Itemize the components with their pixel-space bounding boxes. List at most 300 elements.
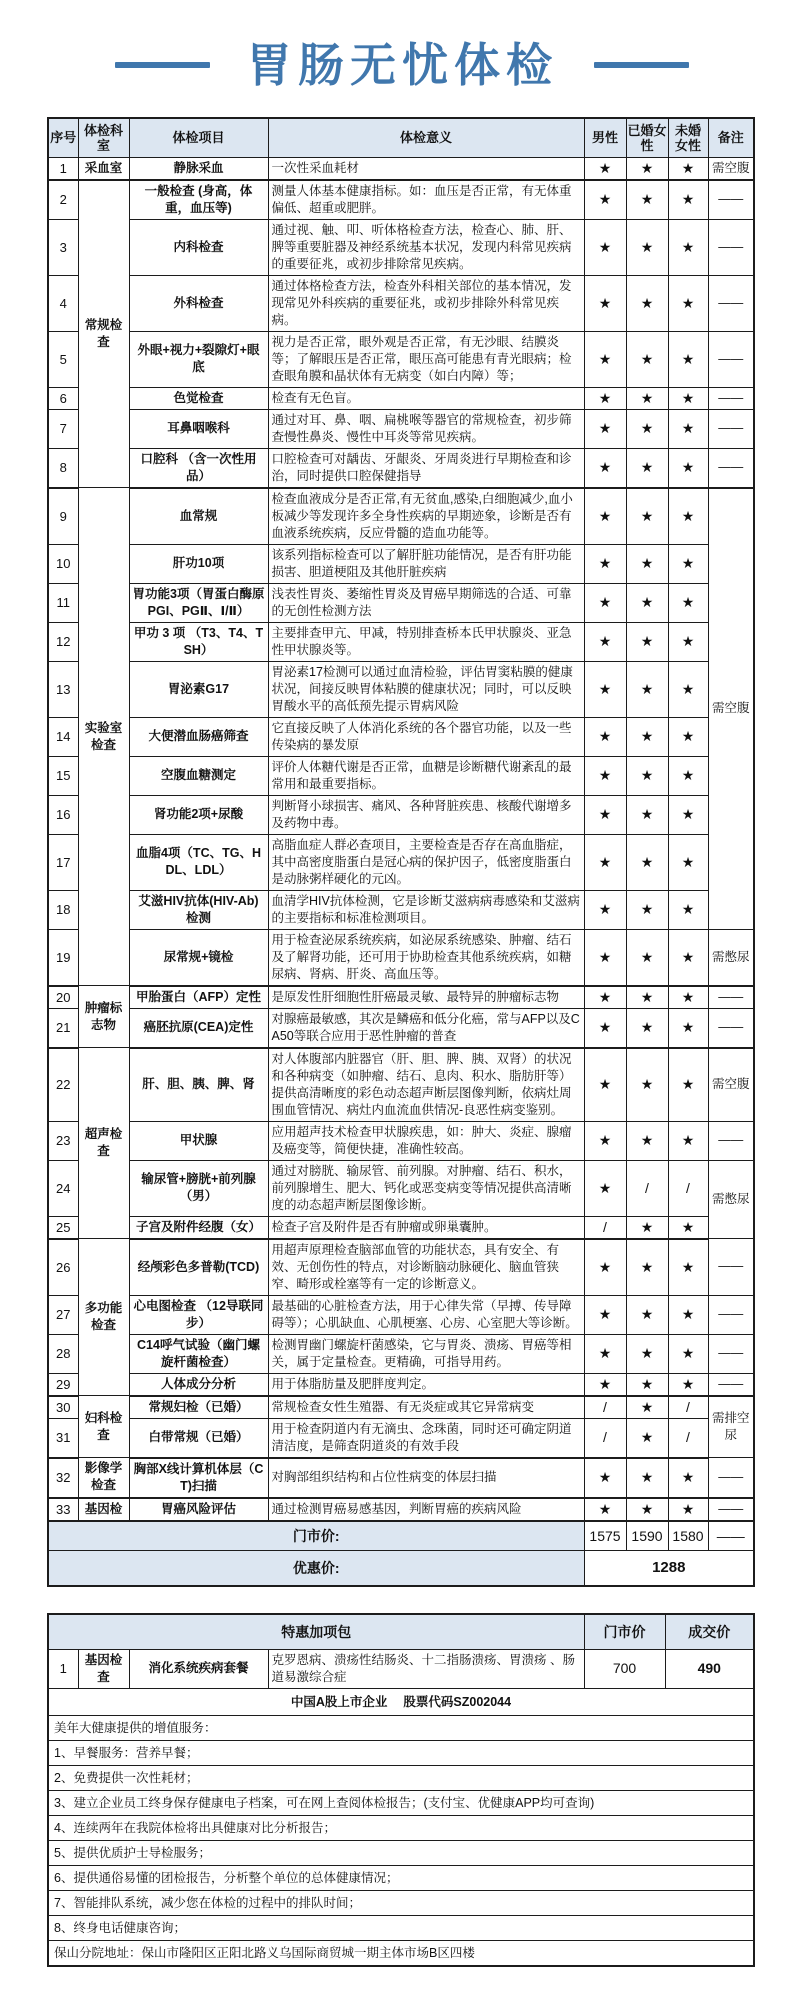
male-mark: ★ xyxy=(584,1458,626,1498)
unmarried-female-mark: ★ xyxy=(668,1048,708,1122)
exam-meaning-cell: 常规检查女性生殖器、有无炎症或其它异常病变 xyxy=(268,1396,584,1419)
unmarried-female-mark: ★ xyxy=(668,1295,708,1334)
male-mark: ★ xyxy=(584,1239,626,1296)
exam-item-cell: 肝、胆、胰、脾、肾 xyxy=(129,1048,268,1122)
married-female-mark: ★ xyxy=(626,544,668,583)
exam-meaning-cell: 主要排查甲亢、甲减，特别排查桥本氏甲状腺炎、亚急性甲状腺炎等。 xyxy=(268,622,584,661)
unmarried-female-mark: ★ xyxy=(668,929,708,986)
married-female-mark: ★ xyxy=(626,1048,668,1122)
exam-row xyxy=(48,1121,754,1160)
exam-item-cell: 一般检查 (身高，体重，血压等) xyxy=(129,180,268,220)
married-female-mark: ★ xyxy=(626,409,668,448)
male-mark: ★ xyxy=(584,583,626,622)
row-number: 12 xyxy=(48,622,78,661)
note-cell: 需憋尿 xyxy=(708,1160,754,1239)
exam-row xyxy=(48,756,754,795)
exam-item-cell: 心电图检查 （12导联同步） xyxy=(129,1295,268,1334)
exam-item-cell: 大便潜血肠癌筛查 xyxy=(129,717,268,756)
row-number: 20 xyxy=(48,986,78,1009)
unmarried-female-mark: ★ xyxy=(668,1216,708,1239)
unmarried-female-mark: ★ xyxy=(668,180,708,220)
exam-meaning-cell: 用于检查阴道内有无滴虫、念珠菌，同时还可确定阴道清洁度，是筛查阴道炎的有效手段 xyxy=(268,1418,584,1458)
row-number: 29 xyxy=(48,1373,78,1396)
male-mark: ★ xyxy=(584,1160,626,1216)
market-price-label: 门市价: xyxy=(48,1521,584,1551)
service-row xyxy=(48,1840,754,1865)
exam-item-cell: 胃泌素G17 xyxy=(129,661,268,717)
unmarried-female-mark: ★ xyxy=(668,1498,708,1521)
male-mark: / xyxy=(584,1418,626,1458)
exam-item-cell: 血脂4项（TC、TG、HDL、LDL） xyxy=(129,834,268,890)
married-female-mark: ★ xyxy=(626,1334,668,1373)
service-row xyxy=(48,1790,754,1815)
male-mark: ★ xyxy=(584,1048,626,1122)
unmarried-female-mark: ★ xyxy=(668,795,708,834)
service-row xyxy=(48,1890,754,1915)
male-mark: ★ xyxy=(584,331,626,387)
row-number: 30 xyxy=(48,1396,78,1419)
column-header: 备注 xyxy=(708,118,754,158)
row-number: 18 xyxy=(48,890,78,929)
unmarried-female-mark: ★ xyxy=(668,834,708,890)
column-header: 男性 xyxy=(584,118,626,158)
services-intro: 美年大健康提供的增值服务： xyxy=(48,1715,754,1740)
exam-meaning-cell: 最基础的心脏检查方法，用于心律失常（早搏、传导障碍等）；心肌缺血、心肌梗塞、心房、心室肥大等诊断。 xyxy=(268,1295,584,1334)
exam-meaning-cell: 对人体腹部内脏器官（肝、胆、脾、胰、双肾）的状况和各种病变（如肿瘤、结石、息肉、积水、脂肪肝等）提供高清晰度的彩色动态超声断层图像判断，依病灶周围血管情况、病灶内血流血供情况-良恶性病变鉴别。 xyxy=(268,1048,584,1122)
exam-meaning-cell: 通过对耳、鼻、咽、扁桃喉等器官的常规检查，初步筛查慢性鼻炎、慢性中耳炎等常见疾病。 xyxy=(268,409,584,448)
unmarried-female-mark: ★ xyxy=(668,275,708,331)
note-cell: 需排空尿 xyxy=(708,1396,754,1458)
exam-meaning-cell: 用超声原理检查脑部血管的功能状态，具有安全、有效、无创伤性的特点，对诊断脑动脉硬化、脑血管狭窄、畸形或栓塞等有一定的诊断意义。 xyxy=(268,1239,584,1296)
married-female-mark: ★ xyxy=(626,622,668,661)
exam-meaning-cell: 血清学HIV抗体检测，它是诊断艾滋病病毒感染和艾滋病的主要指标和标准检测项目。 xyxy=(268,890,584,929)
exam-row xyxy=(48,1396,754,1419)
service-item: 5、提供优质护士导检服务； xyxy=(48,1840,754,1865)
unmarried-female-mark: ★ xyxy=(668,1334,708,1373)
exam-meaning-cell: 胃泌素17检测可以通过血清检验，评估胃窦粘膜的健康状况，间接反映胃体粘膜的健康状况；同时，可以反映胃酸水平的高低预先提示胃病风险 xyxy=(268,661,584,717)
exam-row xyxy=(48,544,754,583)
male-mark: ★ xyxy=(584,180,626,220)
unmarried-female-mark: ★ xyxy=(668,756,708,795)
row-number: 15 xyxy=(48,756,78,795)
exam-row xyxy=(48,1008,754,1048)
married-female-mark: ★ xyxy=(626,986,668,1009)
row-number: 33 xyxy=(48,1498,78,1521)
unmarried-female-mark: ★ xyxy=(668,1239,708,1296)
row-number: 8 xyxy=(48,448,78,488)
exam-item-cell: 经颅彩色多普勒(TCD) xyxy=(129,1239,268,1296)
male-mark: ★ xyxy=(584,986,626,1009)
married-female-mark: ★ xyxy=(626,890,668,929)
exam-item-cell: 外科检查 xyxy=(129,275,268,331)
married-female-mark: ★ xyxy=(626,717,668,756)
note-cell: —— xyxy=(708,219,754,275)
column-header: 未婚女性 xyxy=(668,118,708,158)
exam-row xyxy=(48,1048,754,1122)
addon-market-col-header: 门市价 xyxy=(584,1614,665,1650)
exam-meaning-cell: 口腔检查可对龋齿、牙龈炎、牙周炎进行早期检查和诊治，同时提供口腔保健指导 xyxy=(268,448,584,488)
title-band xyxy=(115,40,689,91)
column-header: 体检科室 xyxy=(78,118,129,158)
exam-row xyxy=(48,622,754,661)
note-cell: —— xyxy=(708,1373,754,1396)
note-cell: —— xyxy=(708,180,754,220)
male-mark: ★ xyxy=(584,890,626,929)
row-number: 32 xyxy=(48,1458,78,1498)
unmarried-female-mark: / xyxy=(668,1396,708,1419)
male-mark: ★ xyxy=(584,544,626,583)
service-row xyxy=(48,1765,754,1790)
married-female-mark: ★ xyxy=(626,756,668,795)
married-female-mark: ★ xyxy=(626,219,668,275)
male-mark: ★ xyxy=(584,795,626,834)
exam-meaning-cell: 是原发性肝细胞性肝癌最灵敏、最特异的肿瘤标志物 xyxy=(268,986,584,1009)
department-cell: 基因检 xyxy=(78,1498,129,1521)
exam-row xyxy=(48,1334,754,1373)
male-mark: ★ xyxy=(584,756,626,795)
row-number: 21 xyxy=(48,1008,78,1048)
married-female-mark: ★ xyxy=(626,1418,668,1458)
married-female-mark: ★ xyxy=(626,1008,668,1048)
market-price-row xyxy=(48,1521,754,1551)
row-number: 23 xyxy=(48,1121,78,1160)
row-number: 24 xyxy=(48,1160,78,1216)
exam-meaning-cell: 评价人体糖代谢是否正常，血糖是诊断糖代谢紊乱的最常用和最重要指标。 xyxy=(268,756,584,795)
exam-item-cell: 艾滋HIV抗体(HIV-Ab)检测 xyxy=(129,890,268,929)
male-mark: / xyxy=(584,1396,626,1419)
column-header: 序号 xyxy=(48,118,78,158)
service-item: 7、智能排队系统，减少您在体检的过程中的排队时间； xyxy=(48,1890,754,1915)
married-female-mark: ★ xyxy=(626,1295,668,1334)
exam-item-cell: 甲状腺 xyxy=(129,1121,268,1160)
service-row xyxy=(48,1865,754,1890)
unmarried-female-mark: ★ xyxy=(668,1121,708,1160)
married-female-mark: ★ xyxy=(626,1498,668,1521)
note-cell: 需空腹 xyxy=(708,157,754,180)
married-female-mark: ★ xyxy=(626,661,668,717)
department-cell: 影像学检查 xyxy=(78,1458,129,1498)
married-female-mark: / xyxy=(626,1160,668,1216)
male-mark: ★ xyxy=(584,219,626,275)
row-number: 5 xyxy=(48,331,78,387)
unmarried-female-mark: ★ xyxy=(668,1373,708,1396)
services-intro-row xyxy=(48,1715,754,1740)
row-number: 14 xyxy=(48,717,78,756)
exam-row xyxy=(48,986,754,1009)
note-cell: —— xyxy=(708,1239,754,1296)
married-female-mark: ★ xyxy=(626,275,668,331)
row-number: 16 xyxy=(48,795,78,834)
exam-row xyxy=(48,1216,754,1239)
row-number: 27 xyxy=(48,1295,78,1334)
exam-item-cell: 空腹血糖测定 xyxy=(129,756,268,795)
exam-row xyxy=(48,717,754,756)
exam-item-cell: 色觉检查 xyxy=(129,387,268,409)
note-cell: —— xyxy=(708,1498,754,1521)
addon-meaning-cell: 克罗恩病、溃疡性结肠炎、十二指肠溃疡、胃溃疡 、肠道易激综合症 xyxy=(268,1649,584,1688)
unmarried-female-mark: ★ xyxy=(668,986,708,1009)
exam-row xyxy=(48,834,754,890)
department-cell: 多功能检查 xyxy=(78,1239,129,1396)
married-female-mark: ★ xyxy=(626,1239,668,1296)
male-mark: ★ xyxy=(584,661,626,717)
main-table-header-row xyxy=(48,118,754,158)
exam-meaning-cell: 高脂血症人群必查项目，主要检查是否存在高血脂症，其中高密度脂蛋白是冠心病的保护因子，低密度脂蛋白是动脉粥样硬化的元凶。 xyxy=(268,834,584,890)
discount-price-row xyxy=(48,1550,754,1586)
unmarried-female-mark: ★ xyxy=(668,890,708,929)
unmarried-female-mark: ★ xyxy=(668,583,708,622)
title-left-dash xyxy=(115,62,210,68)
row-number: 6 xyxy=(48,387,78,409)
exam-row xyxy=(48,1498,754,1521)
exam-row xyxy=(48,661,754,717)
note-cell: —— xyxy=(708,275,754,331)
unmarried-female-mark: ★ xyxy=(668,1008,708,1048)
addon-package-table xyxy=(47,1613,755,1967)
male-mark: ★ xyxy=(584,622,626,661)
married-female-mark: ★ xyxy=(626,1373,668,1396)
unmarried-female-mark: ★ xyxy=(668,331,708,387)
male-mark: ★ xyxy=(584,1373,626,1396)
exam-row xyxy=(48,795,754,834)
exam-meaning-cell: 对腺癌最敏感，其次是鳞癌和低分化癌，常与AFP以及CA50等联合应用于恶性肿瘤的普查 xyxy=(268,1008,584,1048)
exam-row xyxy=(48,387,754,409)
exam-row xyxy=(48,583,754,622)
exam-meaning-cell: 通过检测胃癌易感基因，判断胃癌的疾病风险 xyxy=(268,1498,584,1521)
market-price-value: 1590 xyxy=(626,1521,668,1551)
exam-row xyxy=(48,1458,754,1498)
exam-meaning-cell: 应用超声技术检查甲状腺疾患，如：肿大、炎症、腺瘤及癌变等，简便快捷，准确性较高。 xyxy=(268,1121,584,1160)
male-mark: ★ xyxy=(584,929,626,986)
department-cell: 超声检查 xyxy=(78,1048,129,1239)
married-female-mark: ★ xyxy=(626,1216,668,1239)
married-female-mark: ★ xyxy=(626,583,668,622)
column-header: 体检项目 xyxy=(129,118,268,158)
exam-meaning-cell: 一次性采血耗材 xyxy=(268,157,584,180)
department-cell: 妇科检查 xyxy=(78,1396,129,1458)
male-mark: ★ xyxy=(584,488,626,545)
discount-price-label: 优惠价: xyxy=(48,1550,584,1586)
exam-item-cell: 甲胎蛋白（AFP）定性 xyxy=(129,986,268,1009)
addon-header-row xyxy=(48,1614,754,1650)
department-cell: 实验室检查 xyxy=(78,488,129,986)
exam-item-cell: 胃癌风险评估 xyxy=(129,1498,268,1521)
note-cell: —— xyxy=(708,1121,754,1160)
exam-meaning-cell: 用于检查泌尿系统疾病，如泌尿系统感染、肿瘤、结石及了解肾功能，还可用于协助检查其他系统疾病，如糖尿病、肾病、肝炎、高血压等。 xyxy=(268,929,584,986)
exam-item-cell: 口腔科 （含一次性用品） xyxy=(129,448,268,488)
row-number: 13 xyxy=(48,661,78,717)
address-row xyxy=(48,1940,754,1966)
married-female-mark: ★ xyxy=(626,834,668,890)
service-item: 8、终身电话健康咨询； xyxy=(48,1915,754,1940)
service-row xyxy=(48,1915,754,1940)
married-female-mark: ★ xyxy=(626,1396,668,1419)
column-header: 体检意义 xyxy=(268,118,584,158)
service-row xyxy=(48,1815,754,1840)
title-right-dash xyxy=(594,62,689,68)
row-number: 17 xyxy=(48,834,78,890)
note-cell: —— xyxy=(708,1334,754,1373)
married-female-mark: ★ xyxy=(626,929,668,986)
exam-meaning-cell: 对胸部组织结构和占位性病变的体层扫描 xyxy=(268,1458,584,1498)
exam-item-cell: 耳鼻咽喉科 xyxy=(129,409,268,448)
row-number: 4 xyxy=(48,275,78,331)
addon-row-number: 1 xyxy=(48,1649,78,1688)
exam-row xyxy=(48,1160,754,1216)
section-gap xyxy=(0,1587,800,1613)
exam-meaning-cell: 视力是否正常，眼外观是否正常，有无沙眼、结膜炎等；了解眼压是否正常，眼压高可能患有青光眼病；检查眼角膜和晶状体有无病变（如白内障）等； xyxy=(268,331,584,387)
row-number: 19 xyxy=(48,929,78,986)
column-header: 已婚女性 xyxy=(626,118,668,158)
exam-meaning-cell: 该系列指标检查可以了解肝脏功能情况，是否有肝功能损害、胆道梗阻及其他肝脏疾病 xyxy=(268,544,584,583)
male-mark: ★ xyxy=(584,448,626,488)
market-price-value: 1575 xyxy=(584,1521,626,1551)
row-number: 25 xyxy=(48,1216,78,1239)
male-mark: ★ xyxy=(584,1498,626,1521)
male-mark: ★ xyxy=(584,1008,626,1048)
branch-address: 保山分院地址：保山市隆阳区正阳北路义乌国际商贸城一期主体市场B区四楼 xyxy=(48,1940,754,1966)
exam-item-cell: 甲功 3 项 （T3、T4、TSH） xyxy=(129,622,268,661)
exam-item-cell: 血常规 xyxy=(129,488,268,545)
market-price-note: —— xyxy=(708,1521,754,1551)
department-cell: 肿瘤标志物 xyxy=(78,986,129,1048)
male-mark: ★ xyxy=(584,409,626,448)
note-cell: —— xyxy=(708,1458,754,1498)
unmarried-female-mark: / xyxy=(668,1418,708,1458)
exam-meaning-cell: 通过体格检查方法，检查外科相关部位的基本情况，发现常见外科疾病的重要征兆，或初步排除外科常见疾病。 xyxy=(268,275,584,331)
exam-item-cell: 子宫及附件经腹（女） xyxy=(129,1216,268,1239)
male-mark: ★ xyxy=(584,275,626,331)
married-female-mark: ★ xyxy=(626,157,668,180)
exam-meaning-cell: 判断肾小球损害、痛风、各种肾脏疾患、核酸代谢增多及药物中毒。 xyxy=(268,795,584,834)
addon-deal-price: 490 xyxy=(665,1649,754,1688)
service-item: 2、免费提供一次性耗材； xyxy=(48,1765,754,1790)
row-number: 10 xyxy=(48,544,78,583)
exam-meaning-cell: 浅表性胃炎、萎缩性胃炎及胃癌早期筛选的合适、可靠的无创性检测方法 xyxy=(268,583,584,622)
exam-meaning-cell: 用于体脂肪量及肥胖度判定。 xyxy=(268,1373,584,1396)
married-female-mark: ★ xyxy=(626,795,668,834)
unmarried-female-mark: ★ xyxy=(668,387,708,409)
service-item: 1、早餐服务：营养早餐； xyxy=(48,1740,754,1765)
male-mark: ★ xyxy=(584,834,626,890)
exam-meaning-cell: 通过视、触、叩、听体格检查方法，检查心、肺、肝、脾等重要脏器及神经系统基本状况，发现内科常见疾病的重要征兆，或初步排除常见疾病。 xyxy=(268,219,584,275)
unmarried-female-mark: ★ xyxy=(668,622,708,661)
service-item: 4、连续两年在我院体检将出具健康对比分析报告； xyxy=(48,1815,754,1840)
addon-department-cell: 基因检查 xyxy=(78,1649,129,1688)
exam-row xyxy=(48,890,754,929)
male-mark: ★ xyxy=(584,1121,626,1160)
married-female-mark: ★ xyxy=(626,387,668,409)
service-item: 6、提供通俗易懂的团检报告，分析整个单位的总体健康情况； xyxy=(48,1865,754,1890)
note-cell: 需空腹 xyxy=(708,488,754,930)
married-female-mark: ★ xyxy=(626,1121,668,1160)
unmarried-female-mark: ★ xyxy=(668,488,708,545)
addon-item-cell: 消化系统疾病套餐 xyxy=(129,1649,268,1688)
exam-item-cell: 内科检查 xyxy=(129,219,268,275)
exam-row xyxy=(48,488,754,545)
unmarried-female-mark: ★ xyxy=(668,1458,708,1498)
married-female-mark: ★ xyxy=(626,448,668,488)
row-number: 3 xyxy=(48,219,78,275)
note-cell: —— xyxy=(708,1008,754,1048)
addon-header-title: 特惠加项包 xyxy=(48,1614,584,1650)
exam-row xyxy=(48,180,754,220)
unmarried-female-mark: ★ xyxy=(668,544,708,583)
service-item: 3、建立企业员工终身保存健康电子档案，可在网上查阅体检报告；(支付宝、优健康APP均可查询) xyxy=(48,1790,754,1815)
exam-item-cell: C14呼气试验（幽门螺旋杆菌检查） xyxy=(129,1334,268,1373)
exam-meaning-cell: 通过对膀胱、输尿管、前列腺。对肿瘤、结石、积水，前列腺增生、肥大、钙化或恶变病变等情况提供高清晰度的动态超声断层图像诊断。 xyxy=(268,1160,584,1216)
exam-meaning-cell: 检测胃幽门螺旋杆菌感染，它与胃炎、溃疡、胃癌等相关，属于定量检查。更精确，可指导用药。 xyxy=(268,1334,584,1373)
row-number: 28 xyxy=(48,1334,78,1373)
unmarried-female-mark: ★ xyxy=(668,219,708,275)
exam-row xyxy=(48,409,754,448)
page-title: 胃肠无忧体检 xyxy=(246,39,558,91)
male-mark: ★ xyxy=(584,1295,626,1334)
unmarried-female-mark: ★ xyxy=(668,448,708,488)
unmarried-female-mark: ★ xyxy=(668,717,708,756)
married-female-mark: ★ xyxy=(626,180,668,220)
exam-item-cell: 白带常规（已婚） xyxy=(129,1418,268,1458)
exam-item-cell: 胃功能3项（胃蛋白酶原PGI、PGⅡ、Ⅰ/Ⅱ） xyxy=(129,583,268,622)
note-cell: —— xyxy=(708,986,754,1009)
exam-item-cell: 肝功10项 xyxy=(129,544,268,583)
exam-row xyxy=(48,219,754,275)
exam-row xyxy=(48,929,754,986)
note-cell: —— xyxy=(708,448,754,488)
note-cell: —— xyxy=(708,409,754,448)
row-number: 7 xyxy=(48,409,78,448)
married-female-mark: ★ xyxy=(626,331,668,387)
exam-item-cell: 外眼+视力+裂隙灯+眼底 xyxy=(129,331,268,387)
unmarried-female-mark: ★ xyxy=(668,409,708,448)
note-cell: 需空腹 xyxy=(708,1048,754,1122)
department-cell: 常规检查 xyxy=(78,180,129,488)
note-cell: —— xyxy=(708,1295,754,1334)
note-cell: —— xyxy=(708,331,754,387)
exam-meaning-cell: 测量人体基本健康指标。如：血压是否正常，有无体重偏低、超重或肥胖。 xyxy=(268,180,584,220)
discount-price-value: 1288 xyxy=(584,1550,754,1586)
exam-item-cell: 肾功能2项+尿酸 xyxy=(129,795,268,834)
exam-item-cell: 输尿管+膀胱+前列腺（男） xyxy=(129,1160,268,1216)
addon-market-price: 700 xyxy=(584,1649,665,1688)
row-number: 22 xyxy=(48,1048,78,1122)
exam-item-cell: 癌胚抗原(CEA)定性 xyxy=(129,1008,268,1048)
exam-row xyxy=(48,448,754,488)
exam-items-table xyxy=(47,117,755,1587)
exam-item-cell: 常规妇检（已婚） xyxy=(129,1396,268,1419)
department-cell: 采血室 xyxy=(78,157,129,180)
married-female-mark: ★ xyxy=(626,488,668,545)
exam-row xyxy=(48,331,754,387)
married-female-mark: ★ xyxy=(626,1458,668,1498)
row-number: 31 xyxy=(48,1418,78,1458)
unmarried-female-mark: ★ xyxy=(668,661,708,717)
exam-item-cell: 人体成分分析 xyxy=(129,1373,268,1396)
company-row xyxy=(48,1688,754,1715)
exam-row xyxy=(48,157,754,180)
company-line: 中国A股上市企业 股票代码SZ002044 xyxy=(48,1688,754,1715)
row-number: 9 xyxy=(48,488,78,545)
exam-meaning-cell: 检查血液成分是否正常,有无贫血,感染,白细胞减少,血小板减少等发现许多全身性疾病的早期迹象，诊断是否有血液系统疾病，反应骨髓的造血功能等。 xyxy=(268,488,584,545)
exam-item-cell: 胸部X线计算机体层（CT)扫描 xyxy=(129,1458,268,1498)
addon-deal-col-header: 成交价 xyxy=(665,1614,754,1650)
male-mark: ★ xyxy=(584,717,626,756)
addon-row xyxy=(48,1649,754,1688)
exam-row xyxy=(48,275,754,331)
exam-row xyxy=(48,1373,754,1396)
note-cell: 需憋尿 xyxy=(708,929,754,986)
exam-item-cell: 尿常规+镜检 xyxy=(129,929,268,986)
